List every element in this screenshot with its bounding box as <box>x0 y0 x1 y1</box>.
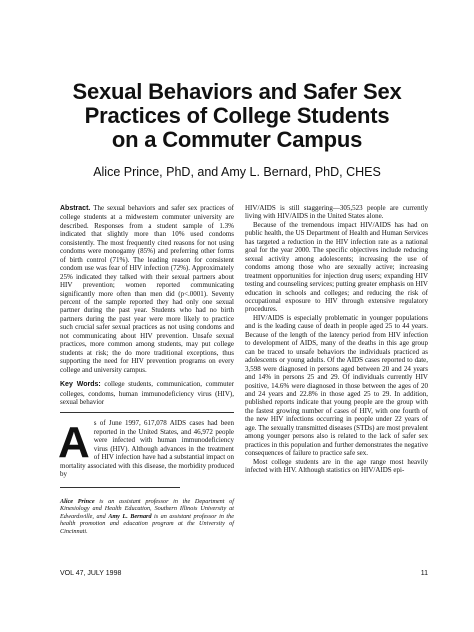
intro-paragraph <box>60 419 234 478</box>
title-line-2: Practices of College Students <box>84 103 390 128</box>
body-paragraph-3: HIV/AIDS is especially problematic in younger populations and is the leading cause of death in people aged 25 to 44 years. Because of the length of the latency period from HIV infection to development of AIDS, many of the deaths in this age group can be traced to unsafe behaviors the individuals practiced as adolescents or young adults. Of the AIDS cases reported to date, 3,598 were diagnosed in persons aged between 20 and 24 years and 14% in persons 25 and 29. Of individuals currently HIV positive, 14.6% were diagnosed in those between the ages of 20 and 24 years and 22.8% in those aged 25 to 29. In addition, published reports indicate that young people are the group with the fastest growing number of cases of HIV, with one fourth of the new HIV infections occurring in people under 22 years of age. The sexually transmitted diseases (STDs) are most prevalent among younger persons also is related to the lack of safer sex practices in this population and further demonstrates the negative consequences of failure to practice safe sex. <box>245 313 428 458</box>
left-column <box>60 204 234 535</box>
title-line-3: on a Commuter Campus <box>111 127 363 152</box>
title-line-1: Sexual Behaviors and Safer Sex <box>72 79 402 104</box>
body-paragraph-2: Because of the tremendous impact HIV/AIDS has had on public health, the US Department of Health and Human Services has targeted a reduction in the HIV infection rate as a national goal for the year 2000. The specific objectives include reducing sexual activity among adolescents; increasing the use of condoms among those who are sexually active; increasing treatment opportunities for injection drug users; expanding HIV testing and counseling services; putting greater emphasis on HIV education in schools and colleges; and reducing the risk of occupational exposure to HIV through extensive regulatory procedures. <box>245 220 428 314</box>
section-divider <box>60 412 234 413</box>
keywords-text: college students, communication, commuter colleges, condoms, human immunodeficiency virus (HIV), sexual behavior <box>60 380 234 406</box>
intro-text: s of June 1997, 617,078 AIDS cases had been reported in the United States, and 46,972 people were infected with human immunodeficiency virus (HIV). Although advances in the treatment of HIV infection have had a substantial impact on mortality associated with this disease, the morbidity produced by <box>60 419 234 479</box>
abstract-paragraph <box>60 204 234 374</box>
footnote-divider <box>60 487 180 488</box>
bio-text-2: is an assistant professor in the health promotion and education program at the University of Cincinnati. <box>60 512 234 535</box>
abstract-text: The sexual behaviors and safer sex practices of college students at a midwestern commuter university are described. Responses from a student sample of 1.3% indicated that slightly more than 10% used condoms consistently. The most frequently cited reasons for not using condoms were monogamy (85%) and preferring other forms of birth control (71%). The leading reason for consistent condom use was fear of HIV infection (72%). Approximately 25% indicated they talked with their sexual partners about HIV prevention; women reported communicating significantly more often than men did (p<.0001). Seventy percent of the sample reported they had only one sexual partner during the past year. Students who had no birth partners during the past year were more likely to practice such crucial safer sexual practices as not using condoms and not communicating about HIV prevention. Unsafe sexual practices, more common among students, may put college students at risk; the do more traditional exceptions, thus supporting the need for HIV prevention programs on every college and university campus. <box>60 204 234 374</box>
body-paragraph-1: HIV/AIDS is still staggering—305,523 people are currently living with HIV/AIDS in the United States alone. <box>245 204 428 221</box>
author-line: Alice Prince, PhD, and Amy L. Bernard, PhD, CHES <box>93 165 381 179</box>
page-number: 11 <box>420 570 428 577</box>
footer-volume: VOL 47, JULY 1998 <box>60 570 122 577</box>
bio-name-1: Alice Prince <box>60 497 95 505</box>
author-bio <box>60 498 234 536</box>
bio-text-1: is an assistant professor in the Department of Kinesiology and Health Education, Southern Illinois University at Edwardsville, and <box>60 497 234 520</box>
drop-cap: A <box>58 418 90 468</box>
article-title <box>40 80 434 152</box>
keywords-paragraph <box>60 380 234 406</box>
bio-name-2: Amy L. Bernard <box>108 512 152 520</box>
body-paragraph-4: Most college students are in the age range most heavily infected with HIV. Although statistics on HIV/AIDS epi- <box>245 457 428 475</box>
abstract-label: Abstract. <box>60 205 91 212</box>
right-column <box>245 204 428 475</box>
keywords-label: Key Words: <box>60 381 101 389</box>
